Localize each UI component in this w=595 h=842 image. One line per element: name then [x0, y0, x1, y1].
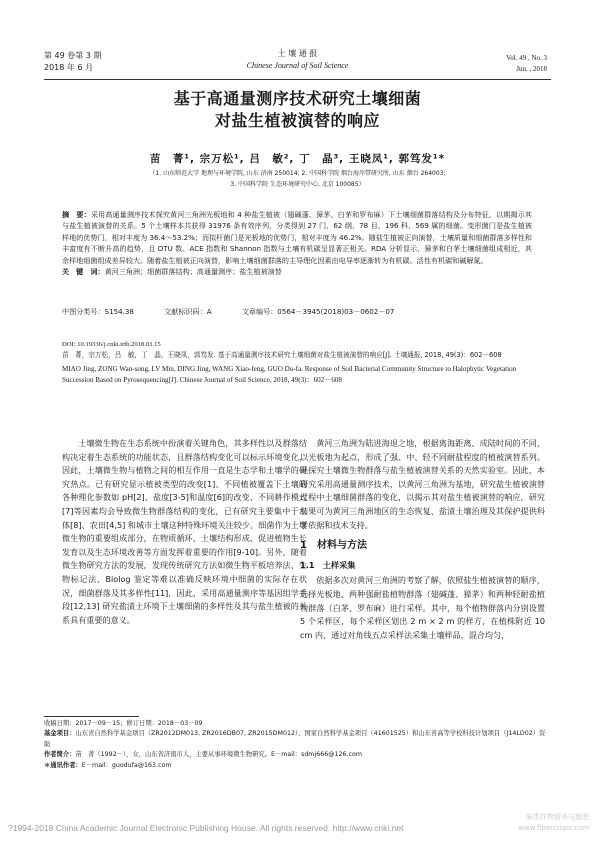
- issue-info-en: [506, 53, 547, 75]
- author-list: 苗 菁¹, 宗万松¹, 吕 敏², 丁 晶³, 王晓凤¹, 郭笃发¹*: [149, 153, 446, 165]
- doi: DOI: 10.19336/j.cnki.trtb.2018.03.15: [62, 341, 161, 348]
- subsection-heading-sampling: 1.1 土样采集: [300, 559, 356, 570]
- article-number: 文章编号：0564－3945(2018)03－0602－07: [241, 307, 395, 316]
- abstract-label: 摘 要：: [62, 210, 91, 219]
- watermark-line-1: 麻类作物营养与施肥: [526, 813, 589, 821]
- author-bio-label: 作者简介：: [44, 751, 76, 759]
- abstract-text: 采用高通量测序技术探究黄河三角洲光板地和 4 种盐生植被（翅碱蓬、獐茅、白茅和罗布麻）下土壤细菌群落结构及分布特征，以期揭示其与盐生植被演替的关系。5 个土壤样本共获得 31976 条有效序列，分类得到 27 门、62 纲、78 目、196 科、569 属的细菌。变形菌门是盐生植被样地的优势门，相对丰度为 36.4～53.2%；而拟杆菌门是光板地的优势门，相对丰度为 46.2%。随盐生植被正向演替，土壤质量和细菌群落多样性和丰富度有不断升高的趋势，且 OTU 数、ACE 指数和 Shannon 指数与土壤有机碳呈显著正相关。RDA 分析显示，獐茅和白茅土壤细菌组成相近，其余样地细菌组成差异较大。随着盐生植被正向演替，影响土壤细菌群落的主导理化因素由电导率逐渐转为有机碳、活性有机碳和碱解氮。: [62, 210, 532, 265]
- date-en: Jun. , 2018: [516, 65, 547, 73]
- journal-cn: 土 壤 通 报: [277, 49, 318, 58]
- journal-en: Chinese Journal of Soil Science: [246, 61, 349, 70]
- citation-en: MIAO Jing, ZONG Wan-song, LV Min, DING Jing, WANG Xiao-feng, GUO Du-fa. Response of Soil Bacterial Community Structure to Halophytic Vegetation Succession Based on Pyrosequencing[J]. Chinese Journal of Soil Science, 2018, 49(3)：602－608: [62, 364, 517, 385]
- watermark-line-2: www.fibercrops.com: [518, 824, 589, 832]
- corresponding-label: ＊通讯作者：: [44, 761, 82, 769]
- author-bio: 苗 菁（1992－），女，山东省济南市人，主要从事环境微生物研究。E－mail：sdmj666@126.com: [75, 751, 362, 759]
- intro-paragraph-2: 黄河三角洲为陆进海退之地，根据离海距离、成陆时间的不同，以光板地为起点，形成了强、中、轻不同耐盐程度的植被演替系列。是探究土壤微生物群落与盐生植被演替关系的天然实验室。因此，本研究采用高通量测序技术，以黄河三角洲为基地，研究盐生植被演替过程中土壤细菌群落的变化，以揭示其对盐生植被演替的响应，研究结果可为黄河三角洲地区的生态恢复、盐渍土壤治理及其保护提供科学依据和技术支持。: [300, 438, 545, 530]
- received-date: 收稿日期：2017－09－15；修订日期：2018－03－09: [44, 720, 203, 727]
- header-divider: [44, 79, 551, 80]
- footnotes: [44, 719, 551, 771]
- affiliation-line-1: （1. 山东师范大学 地理与环境学院, 山东 济南 250014; 2. 中国科学院 烟台海岸带研究所, 山东 烟台 264003;: [149, 170, 446, 177]
- section-heading-methods: 1 材料与方法: [300, 540, 367, 552]
- watermark: [518, 812, 589, 834]
- keywords: 黄河三角洲；细菌群落结构；高通量测序；盐生植被演替: [104, 267, 282, 277]
- footnote-divider: [44, 716, 139, 717]
- title-line-2: 对盐生植被演替的响应: [214, 111, 380, 130]
- keywords-label: 关 键 词：: [62, 267, 105, 277]
- corresponding-email: E－mail：guodufa@163.com: [81, 761, 172, 769]
- intro-paragraph-1: 土壤微生物在生态系统中扮演着关键角色，其多样性以及群落结构决定着生态系统的功能状态，且群落结构变化可以标示环境变化，因此，土壤微生物与植物之间的相互作用一直是生态学和土壤学的研究热点。已有研究显示植被类型的改变[1]、不同植被覆盖下土壤的各种理化参数如 pH[2]、盐度[3-5]和温度[6]的改变、不同耕作模式[7]等因素均会导致微生物群落结构的变化，已有研究主要集中于水体[8]、农田[4,5] 和城市土壤这种特殊环境关注较少。细菌作为土壤微生物的重要组成部分，在物质循环、土壤结构形成、促进植物生长发育以及生态环境改善等方面发挥着重要的作用[9-10]。另外，随着微生物研究方法的发展，发现传统研究方法如微生物平板培养法、生物标记法、Biolog 鉴定等难以准确反映环境中细菌的实际存在状况，细菌群落及其多样性[11]，因此，采用高通量测序等基因组学手段[12,13] 研究盐渍土环境下土壤细菌的多样性及其与盐生植被的关系具有重要的意义。: [62, 438, 307, 625]
- funding-label: 基金项目：: [44, 730, 76, 738]
- funding: 山东省自然科学基金项目（ZR2012DM013, ZR2016DB07, ZR2015DM012）、国家自然科学基金项目（41601525）和山东省高等学校科技计划项目（J14LD02）资助: [44, 730, 546, 748]
- body-left-column: [62, 437, 307, 627]
- body-right-column: [300, 437, 545, 642]
- volume-cn: 第 49 卷第 3 期: [44, 51, 102, 60]
- article-title: [0, 88, 595, 132]
- classification-line: [62, 306, 532, 317]
- clc-number: 中图分类号：S154.38: [62, 307, 134, 316]
- affiliation-line-2: 3. 中国科学院 生态环境研究中心, 北京 100085）: [230, 181, 365, 188]
- citation-block: [62, 339, 532, 387]
- abstract: [62, 209, 532, 277]
- volume-en: Vol. 49 , No. 3: [506, 54, 547, 62]
- affiliations: [0, 168, 595, 190]
- document-code: 文献标识码：A: [164, 307, 212, 316]
- title-line-1: 基于高通量测序技术研究土壤细菌: [173, 89, 422, 108]
- sampling-paragraph: 依据多次对黄河三角洲的考察了解，依照盐生植被演替的顺序，选择光板地、两种强耐盐植物群落（翅碱蓬、獐茅）和两种轻耐盐植物群落（白茅、罗布麻）进行采样。其中，每个植物群落内分别设置 5 个采样区，每个采样区划出 2 m × 2 m 的样方，在植株附近 10 cm 内，通过对角线五点采样法采集土壤样品，混合均匀，: [300, 575, 545, 640]
- citation-cn: 苗 菁，宗万松，吕 敏，丁 晶，王晓凤，郭笃发. 基于高通量测序技术研究土壤细菌对盐生植被演替的响应[J]. 土壤通报, 2018, 49(3)：602－608: [62, 351, 502, 360]
- date-cn: 2018 年 6 月: [44, 63, 94, 72]
- copyright-notice: ?1994-2018 China Academic Journal Electronic Publishing House. All rights reserved. http://www.cnki.net: [8, 823, 404, 833]
